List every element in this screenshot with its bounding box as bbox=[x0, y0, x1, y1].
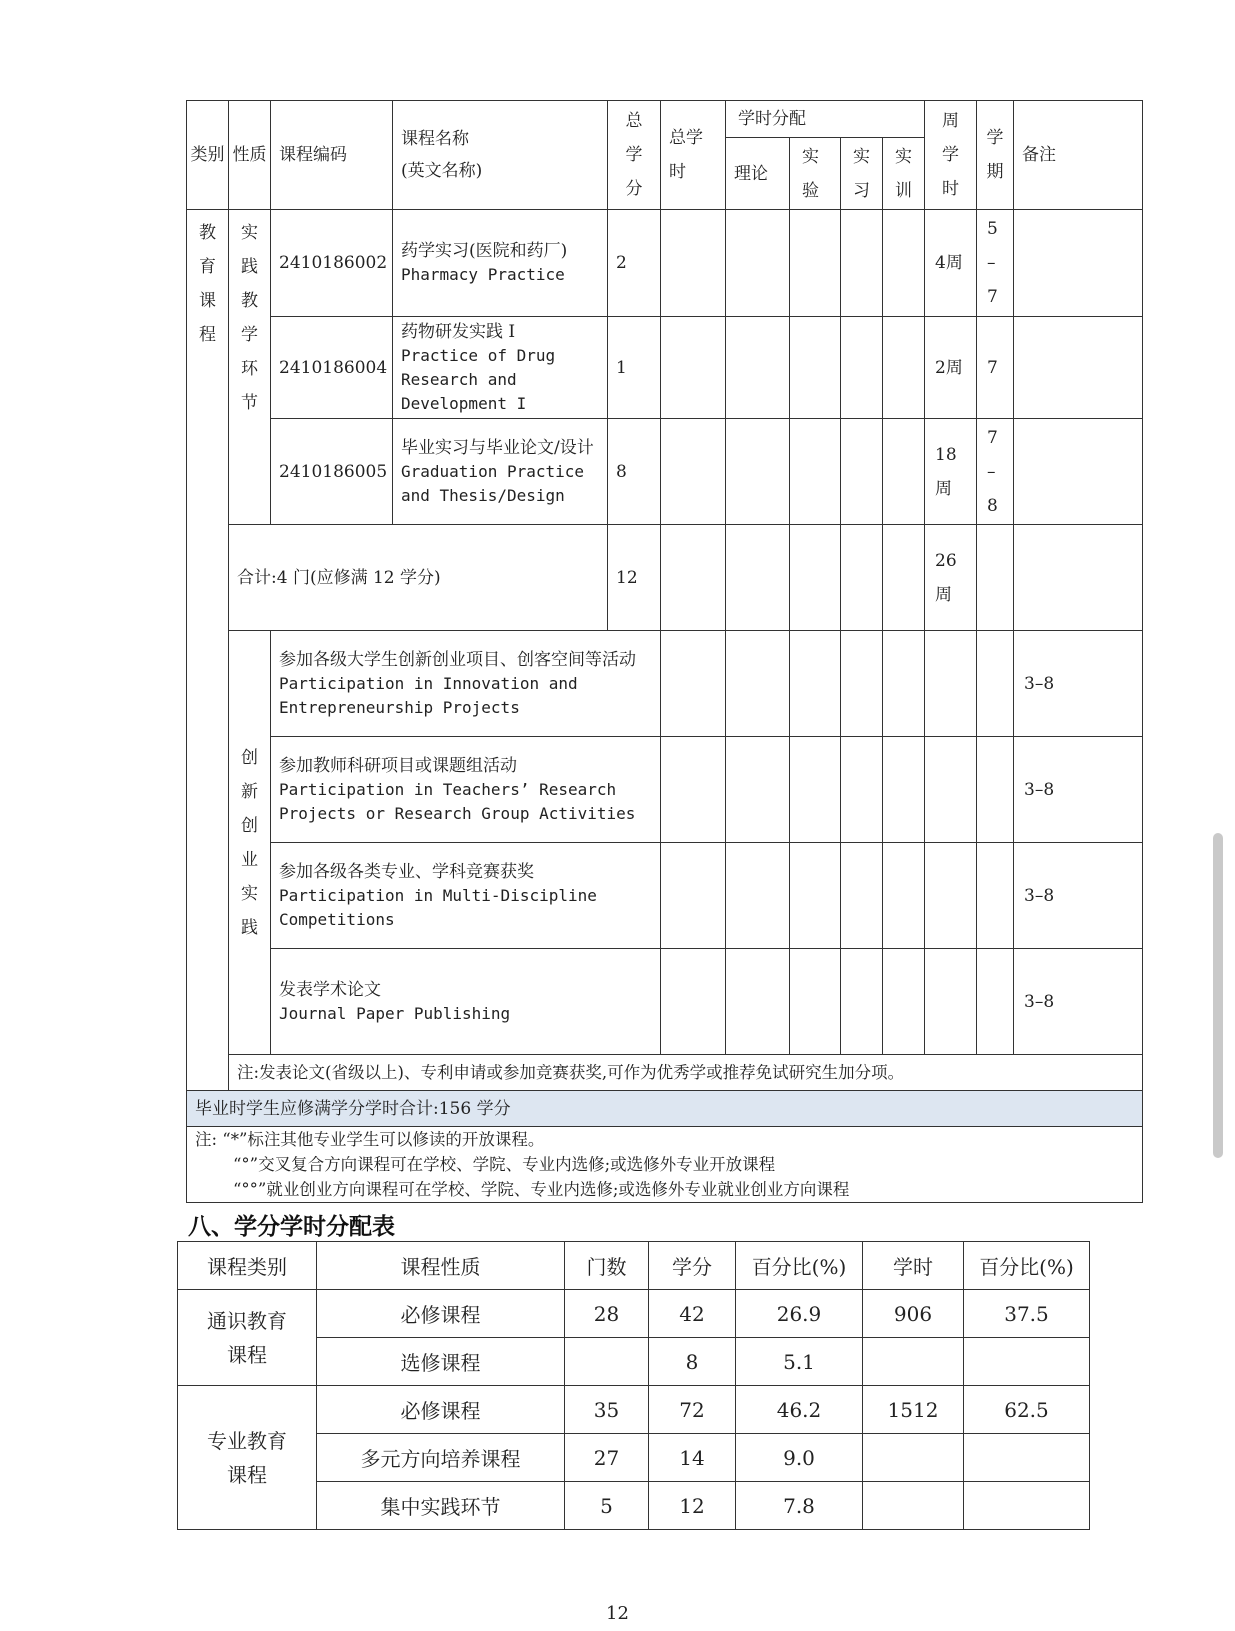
course-table bbox=[186, 100, 1143, 1203]
credit-distribution-table bbox=[177, 1241, 1090, 1530]
table-note: 注:发表论文(省级以上)、专利申请或参加竞赛获奖,可作为优秀学或推荐免试研究生加分项。 bbox=[229, 1055, 1143, 1091]
col-header: 学时 bbox=[863, 1242, 964, 1290]
course-semester: 5–7 bbox=[977, 210, 1014, 317]
nature-cell: 多元方向培养课程 bbox=[317, 1434, 565, 1482]
hours-cell bbox=[863, 1338, 964, 1386]
hours-cell: 906 bbox=[863, 1290, 964, 1338]
hours-cell: 1512 bbox=[863, 1386, 964, 1434]
count-cell: 35 bbox=[565, 1386, 649, 1434]
innovation-item: 发表学术论文 Journal Paper Publishing bbox=[271, 949, 661, 1055]
course-name: 毕业实习与毕业论文/设计 Graduation Practice and Thesis/Design bbox=[393, 419, 608, 525]
hpct-cell: 62.5 bbox=[964, 1386, 1090, 1434]
page-number: 12 bbox=[606, 1603, 629, 1624]
course-weekly: 2周 bbox=[925, 317, 977, 419]
footnote: “°°”就业创业方向课程可在学校、学院、专业内选修;或选修外专业就业创业方向课程 bbox=[233, 1180, 850, 1199]
course-credit: 2 bbox=[608, 210, 661, 317]
course-code: 2410186002 bbox=[271, 210, 393, 317]
col-header: 课程性质 bbox=[317, 1242, 565, 1290]
pct-cell: 26.9 bbox=[736, 1290, 863, 1338]
pct-cell: 5.1 bbox=[736, 1338, 863, 1386]
col-header: 课程类别 bbox=[178, 1242, 317, 1290]
credit-cell: 14 bbox=[649, 1434, 736, 1482]
subtotal-credit: 12 bbox=[608, 525, 661, 631]
hpct-cell bbox=[964, 1482, 1090, 1530]
category-education: 教 育 课 程 bbox=[187, 210, 229, 1091]
col-header: 百分比(%) bbox=[736, 1242, 863, 1290]
innovation-semester: 3–8 bbox=[1014, 737, 1143, 843]
course-code: 2410186004 bbox=[271, 317, 393, 419]
count-cell: 5 bbox=[565, 1482, 649, 1530]
subtotal-label: 合计:4 门(应修满 12 学分) bbox=[229, 525, 608, 631]
credit-cell: 72 bbox=[649, 1386, 736, 1434]
section-title: 八、学分学时分配表 bbox=[188, 1214, 395, 1240]
nature-cell: 必修课程 bbox=[317, 1290, 565, 1338]
category-cell: 专业教育课程 bbox=[178, 1386, 317, 1530]
col-header: 百分比(%) bbox=[964, 1242, 1090, 1290]
course-weekly: 4周 bbox=[925, 210, 977, 317]
header-total-hours: 总学时 bbox=[661, 101, 726, 210]
innovation-semester: 3–8 bbox=[1014, 949, 1143, 1055]
footnote: “°”交叉复合方向课程可在学校、学院、专业内选修;或选修外专业开放课程 bbox=[233, 1155, 776, 1174]
credit-cell: 8 bbox=[649, 1338, 736, 1386]
pct-cell: 9.0 bbox=[736, 1434, 863, 1482]
innovation-item: 参加各级大学生创新创业项目、创客空间等活动 Participation in Innovation and Entrepreneurship Projects bbox=[271, 631, 661, 737]
header-category: 类别 bbox=[187, 101, 229, 210]
course-credit: 1 bbox=[608, 317, 661, 419]
innovation-item: 参加各级各类专业、学科竞赛获奖 Participation in Multi-Discipline Competitions bbox=[271, 843, 661, 949]
hours-cell bbox=[863, 1482, 964, 1530]
footnote: 注: “*”标注其他专业学生可以修读的开放课程。 bbox=[195, 1130, 545, 1149]
header-experiment: 实验 bbox=[790, 138, 841, 210]
count-cell: 27 bbox=[565, 1434, 649, 1482]
pct-cell: 46.2 bbox=[736, 1386, 863, 1434]
pct-cell: 7.8 bbox=[736, 1482, 863, 1530]
course-name: 药学实习(医院和药厂) Pharmacy Practice bbox=[393, 210, 608, 317]
header-hours-dist: 学时分配 bbox=[726, 101, 925, 138]
col-header: 门数 bbox=[565, 1242, 649, 1290]
header-total-credit: 总学分 bbox=[608, 101, 661, 210]
course-credit: 8 bbox=[608, 419, 661, 525]
footnotes bbox=[187, 1127, 1143, 1203]
header-name: 课程名称 (英文名称) bbox=[393, 101, 608, 210]
hpct-cell bbox=[964, 1338, 1090, 1386]
subtotal-weekly: 26周 bbox=[925, 525, 977, 631]
col-header: 学分 bbox=[649, 1242, 736, 1290]
innovation-semester: 3–8 bbox=[1014, 631, 1143, 737]
hpct-cell bbox=[964, 1434, 1090, 1482]
header-nature: 性质 bbox=[229, 101, 271, 210]
header-code: 课程编码 bbox=[271, 101, 393, 210]
credit-cell: 12 bbox=[649, 1482, 736, 1530]
count-cell: 28 bbox=[565, 1290, 649, 1338]
nature-cell: 选修课程 bbox=[317, 1338, 565, 1386]
nature-cell: 集中实践环节 bbox=[317, 1482, 565, 1530]
course-name: 药物研发实践 I Practice of Drug Research and Development I bbox=[393, 317, 608, 419]
header-semester: 学期 bbox=[977, 101, 1014, 210]
nature-practice: 实 践 教 学 环 节 bbox=[229, 210, 271, 525]
header-internship: 实习 bbox=[841, 138, 883, 210]
innovation-item: 参加教师科研项目或课题组活动 Participation in Teachers’ Research Projects or Research Group Activities bbox=[271, 737, 661, 843]
count-cell bbox=[565, 1338, 649, 1386]
hours-cell bbox=[863, 1434, 964, 1482]
course-weekly: 18周 bbox=[925, 419, 977, 525]
course-semester: 7 bbox=[977, 317, 1014, 419]
scrollbar-thumb[interactable] bbox=[1213, 833, 1223, 1158]
course-semester: 7–8 bbox=[977, 419, 1014, 525]
innovation-semester: 3–8 bbox=[1014, 843, 1143, 949]
nature-cell: 必修课程 bbox=[317, 1386, 565, 1434]
header-weekly: 周学时 bbox=[925, 101, 977, 210]
hpct-cell: 37.5 bbox=[964, 1290, 1090, 1338]
header-training: 实训 bbox=[883, 138, 925, 210]
category-cell: 通识教育课程 bbox=[178, 1290, 317, 1386]
header-remark: 备注 bbox=[1014, 101, 1143, 210]
nature-innovation: 创 新 创 业 实 践 bbox=[229, 631, 271, 1055]
credit-cell: 42 bbox=[649, 1290, 736, 1338]
header-theory: 理论 bbox=[726, 138, 790, 210]
graduation-total: 毕业时学生应修满学分学时合计:156 学分 bbox=[187, 1091, 1143, 1127]
course-code: 2410186005 bbox=[271, 419, 393, 525]
